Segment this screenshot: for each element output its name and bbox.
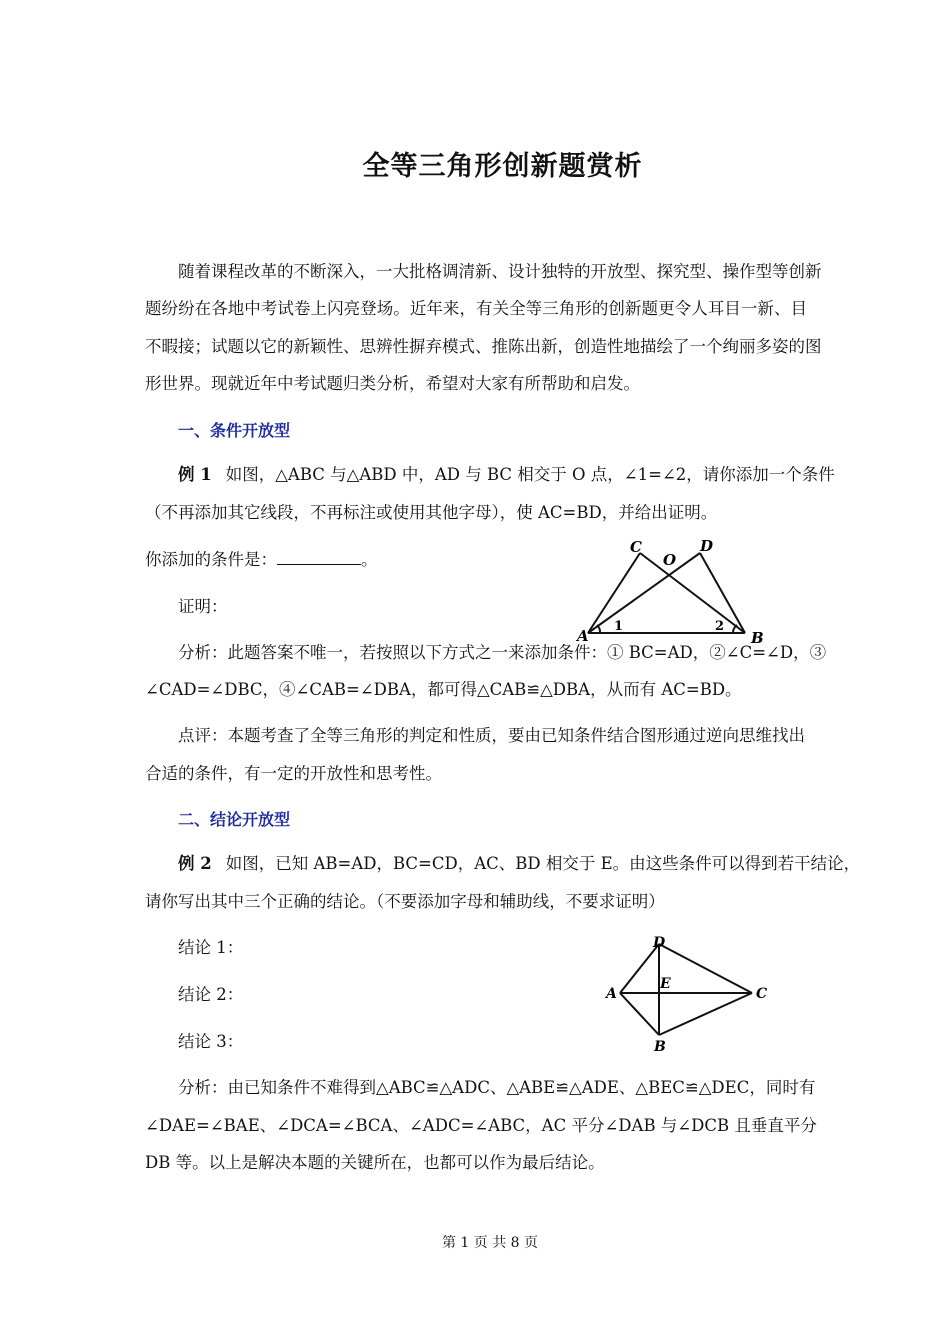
label-b: B — [751, 629, 764, 647]
angle-2-arc — [733, 625, 737, 633]
figure1-diagram — [570, 533, 770, 648]
answer-blank[interactable] — [277, 550, 361, 565]
label-angle-2: 2 — [715, 619, 725, 634]
conclusion-1: 结论 1： — [178, 938, 244, 957]
section1-heading: 一、条件开放型 — [178, 421, 291, 440]
answer-prefix: 你添加的条件是： — [145, 550, 277, 569]
comment1-line-2: 合适的条件，有一定的开放性和思考性。 — [145, 764, 442, 783]
segment-ad — [620, 944, 659, 993]
example2-label: 例 2 — [178, 854, 212, 873]
example1-line-1 — [178, 465, 835, 485]
section2-heading: 二、结论开放型 — [178, 810, 291, 829]
example1-text-1: 如图，△ABC 与△ABD 中，AD 与 BC 相交于 O 点，∠1=∠2，请你添加一个条件 — [225, 465, 835, 484]
angle-1-arc — [597, 625, 600, 633]
answer-line — [145, 550, 378, 570]
segment-bc — [640, 553, 745, 633]
segment-ad — [588, 553, 700, 633]
intro-line-4: 形世界。现就近年中考试题归类分析，希望对大家有所帮助和启发。 — [145, 374, 640, 393]
conclusion-2: 结论 2： — [178, 985, 244, 1004]
label-a: A — [606, 986, 617, 1002]
label-a: A — [577, 627, 589, 645]
segment-cb — [659, 993, 752, 1035]
analysis1-line-2: ∠CAD=∠DBC，④∠CAB=∠DBA，都可得△CAB≌△DBA，从而有 AC=BD。 — [145, 680, 742, 699]
answer-suffix: 。 — [361, 550, 378, 569]
analysis2-line-2: ∠DAE=∠BAE、∠DCA=∠BCA、∠ADC=∠ABC，AC 平分∠DAB 与∠DCB 且垂直平分 — [145, 1116, 817, 1135]
page-footer: 第 1 页 共 8 页 — [441, 1235, 539, 1251]
conclusion-3: 结论 3： — [178, 1032, 244, 1051]
intro-line-1: 随着课程改革的不断深入，一大批格调清新、设计独特的开放型、探究型、操作型等创新 — [178, 262, 822, 281]
label-e: E — [660, 976, 671, 992]
example2-line-2: 请你写出其中三个正确的结论。（不要添加字母和辅助线，不要求证明） — [145, 892, 665, 911]
label-c: C — [756, 986, 768, 1002]
analysis2-line-1: 分析：由已知条件不难得到△ABC≌△ADC、△ABE≌△ADE、△BEC≌△DEC，同时有 — [178, 1078, 816, 1097]
segment-dc — [659, 944, 752, 993]
page-title: 全等三角形创新题赏析 — [362, 151, 643, 182]
intro-line-2: 题纷纷在各地中考试卷上闪亮登场。近年来，有关全等三角形的创新题更令人耳目一新、目 — [145, 299, 807, 318]
example1-line-2: （不再添加其它线段，不再标注或使用其他字母），使 AC=BD，并给出证明。 — [145, 503, 718, 522]
intro-line-3: 不暇接；试题以它的新颖性、思辨性摒弃模式、推陈出新，创造性地描绘了一个绚丽多姿的图 — [145, 337, 822, 356]
example2-text-1: 如图，已知 AB=AD，BC=CD，AC、BD 相交于 E。由这些条件可以得到若干结论， — [225, 854, 861, 873]
analysis1-line-1: 分析：此题答案不唯一，若按照以下方式之一来添加条件：① BC=AD，②∠C=∠D，③ — [178, 643, 827, 662]
label-d: D — [653, 935, 666, 951]
label-o: O — [663, 551, 677, 569]
segment-ba — [620, 993, 659, 1035]
example1-label: 例 1 — [178, 465, 212, 484]
label-angle-1: 1 — [614, 619, 624, 634]
proof-label: 证明： — [178, 597, 228, 616]
example2-line-1 — [178, 854, 860, 874]
label-b: B — [654, 1039, 666, 1055]
label-d: D — [700, 537, 714, 555]
analysis2-line-3: DB 等。以上是解决本题的关键所在，也都可以作为最后结论。 — [145, 1153, 605, 1172]
comment1-line-1: 点评：本题考查了全等三角形的判定和性质，要由已知条件结合图形通过逆向思维找出 — [178, 726, 805, 745]
label-c: C — [630, 538, 642, 556]
figure2-diagram — [600, 930, 780, 1058]
